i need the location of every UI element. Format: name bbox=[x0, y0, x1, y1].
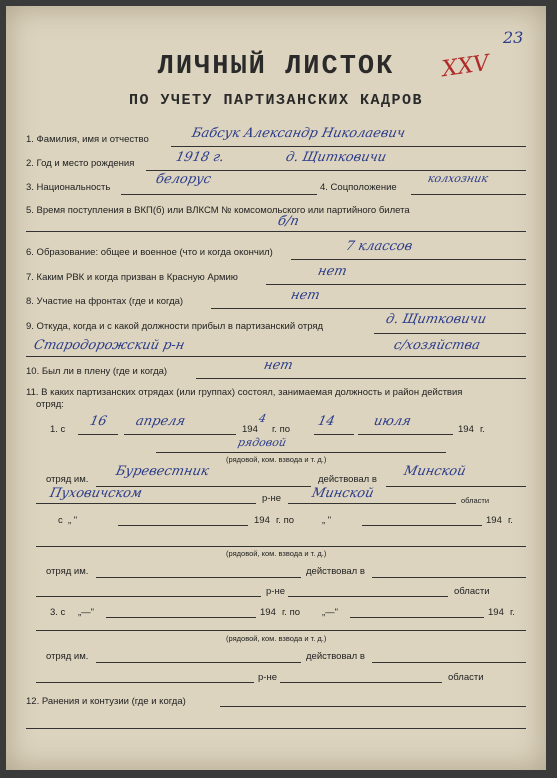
field-10-value: нет bbox=[262, 358, 295, 373]
field-11-label: 11. В каких партизанских отрядах (или группах) состоял, занимаемая должность и район действия bbox=[26, 387, 463, 398]
field-5-value: б/п bbox=[276, 214, 301, 229]
field-7-value: нет bbox=[316, 264, 349, 279]
entry-1-line-today bbox=[314, 434, 354, 435]
field-7-line bbox=[266, 284, 526, 285]
document-sheet bbox=[6, 6, 546, 770]
entry-1-line-district bbox=[36, 503, 256, 504]
field-10-label: 10. Был ли в плену (где и когда) bbox=[26, 366, 168, 377]
entry-1-district: Пуховичском bbox=[48, 486, 144, 501]
entry-3-line-acted bbox=[372, 662, 526, 663]
entry-3-line-unit bbox=[96, 662, 301, 663]
entry-1-g: г. bbox=[480, 424, 485, 435]
entry-3-district-label: р-не bbox=[258, 672, 277, 683]
entry-1-acted: Минской bbox=[402, 464, 468, 479]
entry-2-g: г. bbox=[508, 515, 513, 526]
field-1-line bbox=[171, 146, 526, 147]
entry-1-line-region bbox=[288, 503, 456, 504]
field-6-label: 6. Образование: общее и военное (что и когда окончил) bbox=[26, 247, 273, 258]
field-6-value: 7 классов bbox=[344, 239, 414, 254]
entry-2-district-label: р-не bbox=[266, 586, 285, 597]
red-mark: ХХV bbox=[440, 50, 491, 83]
entry-2-prefix: с bbox=[58, 515, 63, 526]
entry-1-to-day: 14 bbox=[316, 414, 337, 429]
field-9-position: с/хозяйства bbox=[392, 338, 482, 353]
page-number: 23 bbox=[503, 28, 524, 47]
entry-1-line-tomonth bbox=[358, 434, 453, 435]
field-10-line bbox=[196, 378, 526, 379]
entry-1-year-digit: 4 bbox=[257, 412, 268, 425]
entry-2-today: „ " bbox=[322, 515, 332, 526]
entry-2-position-caption: (рядовой, ком. взвода и т. д.) bbox=[226, 549, 327, 558]
entry-3-line-month bbox=[106, 617, 256, 618]
entry-2-acted-label: действовал в bbox=[306, 566, 365, 577]
entry-1-line-month bbox=[124, 434, 236, 435]
entry-1-position: рядовой bbox=[236, 436, 288, 449]
field-9-line-a bbox=[374, 333, 526, 334]
entry-2-line-district bbox=[36, 596, 261, 597]
entry-1-position-caption: (рядовой, ком. взвода и т. д.) bbox=[226, 455, 327, 464]
field-4-label: 4. Соцположение bbox=[320, 182, 397, 193]
entry-2-line-tomonth bbox=[362, 525, 482, 526]
field-12-label: 12. Ранения и контузии (где и когда) bbox=[26, 696, 186, 707]
entry-1-year-label: 194 bbox=[242, 424, 258, 435]
entry-1-from-day: 16 bbox=[88, 414, 109, 429]
field-3-value: белорус bbox=[154, 172, 213, 187]
entry-2-line-region bbox=[288, 596, 448, 597]
entry-1-line-day bbox=[78, 434, 118, 435]
field-4-value: колхозник bbox=[426, 172, 490, 185]
field-2-line bbox=[146, 170, 526, 171]
field-5-line bbox=[26, 231, 526, 232]
entry-3-year: 194 bbox=[260, 607, 276, 618]
entry-2-line-unit bbox=[96, 577, 301, 578]
entry-2-unit-label: отряд им. bbox=[46, 566, 89, 577]
entry-3-line-region bbox=[280, 682, 442, 683]
entry-1-to-month: июля bbox=[372, 414, 413, 429]
field-12-line-a bbox=[220, 706, 526, 707]
entry-2-region-label: области bbox=[454, 586, 490, 597]
field-9-label: 9. Откуда, когда и с какой должности прибыл в партизанский отряд bbox=[26, 321, 324, 332]
field-1-label: 1. Фамилия, имя и отчество bbox=[26, 134, 149, 145]
entry-3-line-tomonth bbox=[350, 617, 484, 618]
entry-1-to-label: г. по bbox=[272, 424, 291, 435]
field-12-line-b bbox=[26, 728, 526, 729]
entry-1-acted-label: действовал в bbox=[318, 474, 377, 485]
entry-2-year: 194 bbox=[254, 515, 270, 526]
field-11-sublabel: отряд: bbox=[36, 399, 64, 410]
entry-3-line-district bbox=[36, 682, 254, 683]
entry-3-line-position bbox=[36, 630, 526, 631]
entry-2-line-month bbox=[118, 525, 248, 526]
field-8-value: нет bbox=[289, 288, 322, 303]
entry-1-line-position bbox=[156, 452, 446, 453]
entry-3-prefix: 3. с bbox=[50, 607, 66, 618]
entry-3-unit-label: отряд им. bbox=[46, 651, 89, 662]
entry-3-position-caption: (рядовой, ком. взвода и т. д.) bbox=[226, 634, 327, 643]
entry-3-day: „—" bbox=[78, 607, 95, 618]
field-1-value: Бабсук Александр Николаевич bbox=[190, 126, 407, 141]
entry-3-to-label: г. по bbox=[282, 607, 301, 618]
field-7-label: 7. Каким РВК и когда призван в Красную Армию bbox=[26, 272, 238, 283]
entry-1-district-label: р-не bbox=[262, 493, 281, 504]
entry-1-unit-label: отряд им. bbox=[46, 474, 89, 485]
entry-1-from-month: апреля bbox=[134, 414, 187, 429]
entry-2-line-position bbox=[36, 546, 526, 547]
entry-3-today: „—" bbox=[322, 607, 339, 618]
entry-3-region-label: области bbox=[448, 672, 484, 683]
field-9-place: д. Щитковичи bbox=[384, 312, 488, 327]
entry-2-line-acted bbox=[372, 577, 526, 578]
field-5-label: 5. Время поступления в ВКП(б) или ВЛКСМ № комсомольского или партийного билета bbox=[26, 205, 410, 216]
field-3-line bbox=[121, 194, 317, 195]
entry-1-region: Минской bbox=[310, 486, 376, 501]
entry-2-to-year: 194 bbox=[486, 515, 502, 526]
entry-1-unit: Буревестник bbox=[114, 464, 211, 479]
field-2-place: д. Щитковичи bbox=[284, 150, 388, 165]
field-8-label: 8. Участие на фронтах (где и когда) bbox=[26, 296, 184, 307]
field-6-line bbox=[291, 259, 526, 260]
entry-1-prefix: 1. с bbox=[50, 424, 66, 435]
field-9-district: Стародорожский р-н bbox=[32, 338, 186, 353]
field-9-line-b bbox=[26, 356, 526, 357]
entry-1-line-acted bbox=[386, 486, 526, 487]
field-4-line bbox=[411, 194, 526, 195]
entry-1-to-year: 194 bbox=[458, 424, 474, 435]
entry-3-g: г. bbox=[510, 607, 515, 618]
entry-2-day: „ " bbox=[68, 515, 78, 526]
entry-1-region-label: области bbox=[461, 496, 490, 505]
entry-3-to-year: 194 bbox=[488, 607, 504, 618]
entry-3-acted-label: действовал в bbox=[306, 651, 365, 662]
entry-2-to-label: г. по bbox=[276, 515, 295, 526]
field-2-label: 2. Год и место рождения bbox=[26, 158, 135, 169]
form-title: ЛИЧНЫЙ ЛИСТОК bbox=[157, 52, 395, 82]
field-8-line bbox=[211, 308, 526, 309]
field-2-year: 1918 г. bbox=[174, 150, 226, 165]
field-3-label: 3. Национальность bbox=[26, 182, 111, 193]
form-subtitle: ПО УЧЕТУ ПАРТИЗАНСКИХ КАДРОВ bbox=[128, 92, 424, 109]
